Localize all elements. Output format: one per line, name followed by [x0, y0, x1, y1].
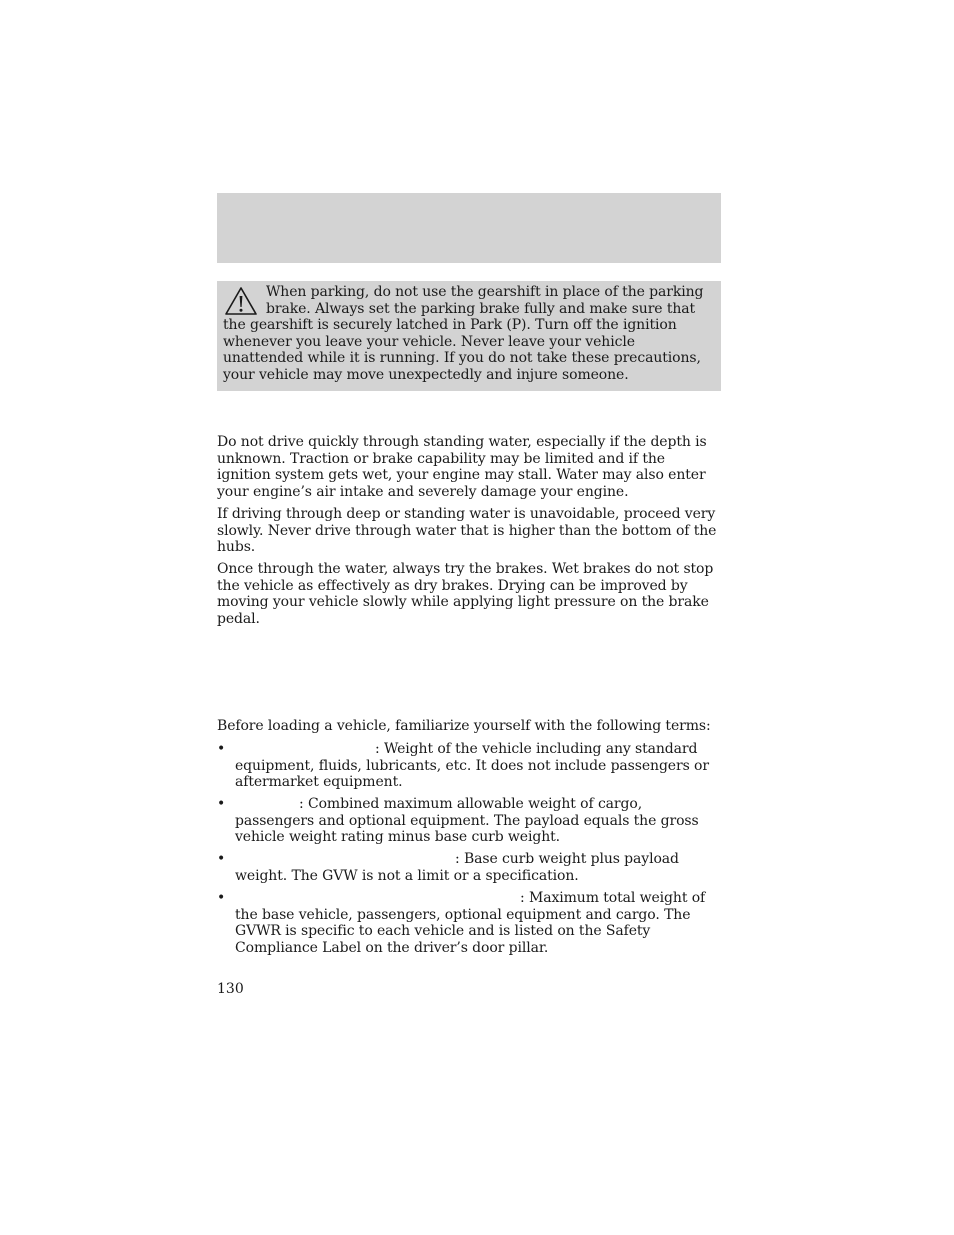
list-item: [217, 890, 717, 956]
water-paragraph-3: Once through the water, always try the brakes. Wet brakes do not stop the vehicle as effectively as dry brakes. Drying can be improved by moving your vehicle slowly while applying light pressure on the brake pedal.: [217, 561, 714, 627]
warning-box: [217, 281, 721, 391]
term-definition: : Combined maximum allowable weight of cargo, passengers and optional equipment. The payload equals the gross vehicle weight rating minus base curb weight.: [235, 796, 699, 845]
term-definition: : Base curb weight plus payload weight. The GVW is not a limit or a specification.: [235, 851, 679, 884]
term-definition: : Maximum total weight of the base vehicle, passengers, optional equipment and cargo. The GVWR is specific to each vehicle and is listed on the Safety Compliance Label on the driver’s door pillar.: [235, 890, 706, 956]
bullet-icon: •: [217, 851, 226, 867]
bullet-icon: •: [217, 796, 226, 812]
list-item: [217, 851, 717, 884]
water-paragraph-2: If driving through deep or standing water is unavoidable, proceed very slowly. Never drive through water that is higher than the bottom of the hubs.: [217, 506, 717, 555]
term-definition: : Weight of the vehicle including any standard equipment, fluids, lubricants, etc. It does not include passengers or aftermarket equipment.: [235, 741, 709, 790]
bullet-icon: •: [217, 741, 226, 757]
list-item: [217, 741, 717, 791]
water-paragraph-1: Do not drive quickly through standing water, especially if the depth is unknown. Traction or brake capability may be limited and if the ignition system gets wet, your engine may stall. Water may also enter your engine’s air intake and severely damage your engine.: [217, 434, 707, 500]
warning-text: When parking, do not use the gearshift in place of the parking brake. Always set the parking brake fully and make sure that the gearshift is securely latched in Park (P). Turn off the ignition whenever you leave your vehicle. Never leave your vehicle unattended while it is running. If you do not take these precautions, your vehicle may move unexpectedly and injure someone.: [223, 284, 704, 383]
loading-intro: Before loading a vehicle, familiarize yourself with the following terms:: [217, 718, 711, 734]
list-item: [217, 796, 717, 846]
page-number: 130: [217, 981, 244, 997]
bullet-icon: •: [217, 890, 226, 906]
section-header-band: [217, 193, 721, 263]
